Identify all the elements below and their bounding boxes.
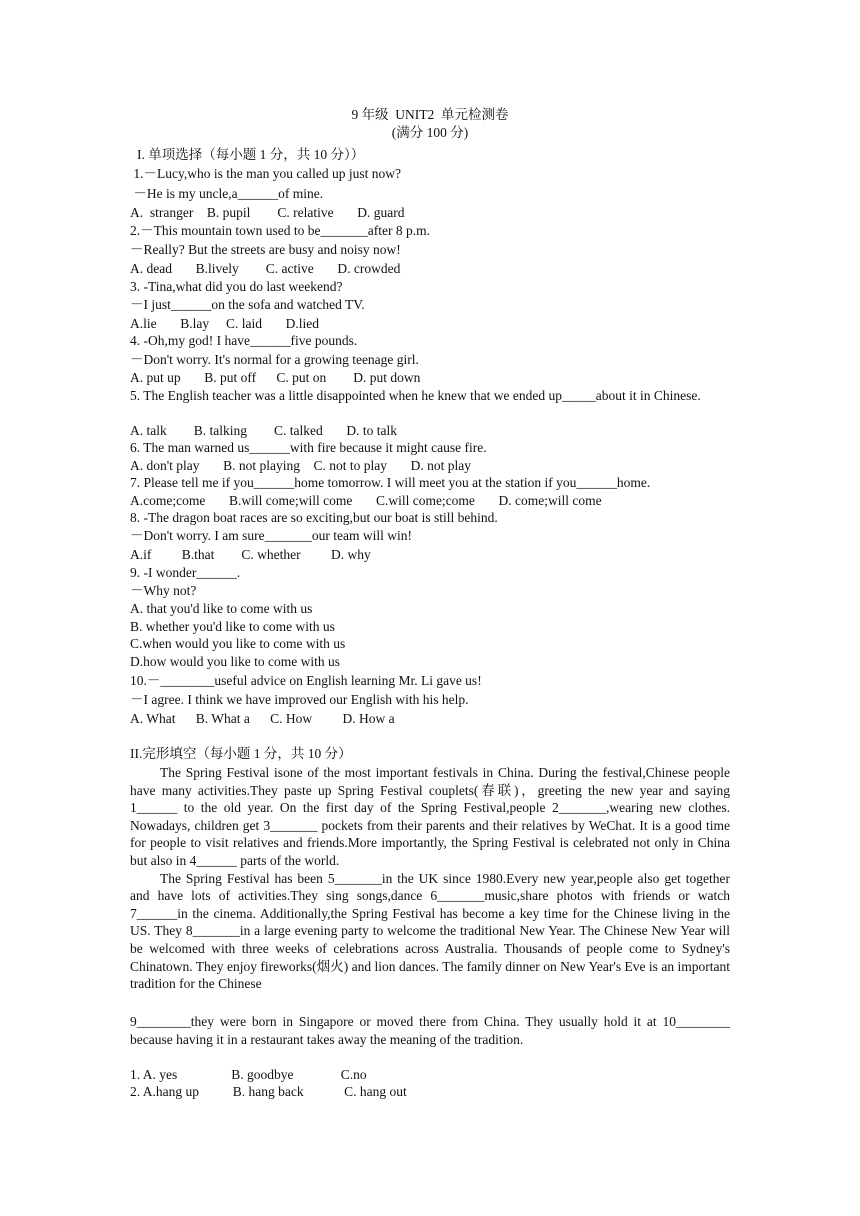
question-line: 2.－This mountain town used to be_______after 8 p.m. [130,223,430,238]
option-line: A. What B. What a C. How D. How a [130,711,395,726]
option-line: A. stranger B. pupil C. relative D. guard [130,205,405,220]
cloze-paragraph-3: 9________they were born in Singapore or moved there from China. They usually hold it at 10________ because having it in a restaurant takes away the meaning of the tradition. [130,1014,730,1047]
question-line: －I just______on the sofa and watched TV. [130,297,365,312]
option-line: A. don't play B. not playing C. not to play D. not play [130,458,472,473]
option-line: A. put up B. put off C. put on D. put down [130,370,421,385]
exam-title: 9 年级 UNIT2 单元检测卷 [351,107,509,122]
question-line: －Don't worry. I am sure_______our team will win! [130,528,413,543]
exam-subtitle: (满分 100 分) [391,125,469,140]
option-line: A. that you'd like to come with us [130,601,313,616]
cloze-paragraph-2: The Spring Festival has been 5_______in the UK since 1980.Every new year,people also get together and have lots of activities.They sing songs,dance 6_______music,share photos with friends or watch 7______in the cinema. Additionally,the Spring Festival has become a key time for the Chinese living in the US. They 8_______in a large evening party to welcome the traditional New Year. The Chinese New Year will be welcomed with three weeks of celebrations across Australia. Thousands of people come to Sydney's Chinatown. They enjoy fireworks(烟火) and lion dances. The family dinner on New Year's Eve is an important tradition for the Chinese [130,870,730,992]
option-line: A. dead B.lively C. active D. crowded [130,261,401,276]
question-line: －Why not? [130,583,197,598]
option-line: A.lie B.lay C. laid D.lied [130,316,319,331]
section1-heading: I. 单项选择（每小题 1 分，共 10 分）） [137,147,365,162]
question-line: 6. The man warned us______with fire because it might cause fire. [130,440,487,455]
question-line: 8. -The dragon boat races are so exciting,but our boat is still behind. [130,510,498,525]
cloze-passage [130,764,730,993]
question-5: 5. The English teacher was a little disappointed when he knew that we ended up_____about it in Chinese. [130,388,701,403]
question-line: －I agree. I think we have improved our English with his help. [130,692,469,707]
question-line: 10.－________useful advice on English learning Mr. Li gave us! [130,673,482,688]
question-line: 3. -Tina,what did you do last weekend? [130,279,343,294]
option-line: B. whether you'd like to come with us [130,619,335,634]
option-line: A. talk B. talking C. talked D. to talk [130,423,397,438]
cloze-paragraph-1: The Spring Festival isone of the most important festivals in China. During the festival,Chinese people have many activities.They paste up Spring Festival couplets(春联)，greeting the new year and saying 1______ to the old year. On the first day of the Spring Festival,people 2_______,wearing new clothes. Nowadays, children get 3_______ pockets from their parents and their relatives by WeChat. It is a good time for people to visit relatives and friends.More importantly, the Spring Festival is celebrated not only in China but also in 4______ parts of the world. [130,765,730,868]
option-line: D.how would you like to come with us [130,654,340,669]
section2-heading: II.完形填空（每小题 1 分，共 10 分） [130,746,352,761]
question-line: 7. Please tell me if you______home tomorrow. I will meet you at the station if you______home. [130,475,651,490]
option-line: A.if B.that C. whether D. why [130,547,371,562]
option-line: C.when would you like to come with us [130,636,346,651]
cloze-option-line: 2. A.hang up B. hang back C. hang out [130,1084,407,1099]
question-line: －He is my uncle,a______of mine. [130,186,324,201]
question-line: －Really? But the streets are busy and noisy now! [130,242,401,257]
question-line: 9. -I wonder______. [130,565,241,580]
option-line: A.come;come B.will come;will come C.will come;come D. come;will come [130,493,602,508]
question-line: 1.－Lucy,who is the man you called up just now? [130,166,401,181]
cloze-option-line: 1. A. yes B. goodbye C.no [130,1067,367,1082]
question-line: －Don't worry. It's normal for a growing teenage girl. [130,352,419,367]
question-line: 4. -Oh,my god! I have______five pounds. [130,333,358,348]
